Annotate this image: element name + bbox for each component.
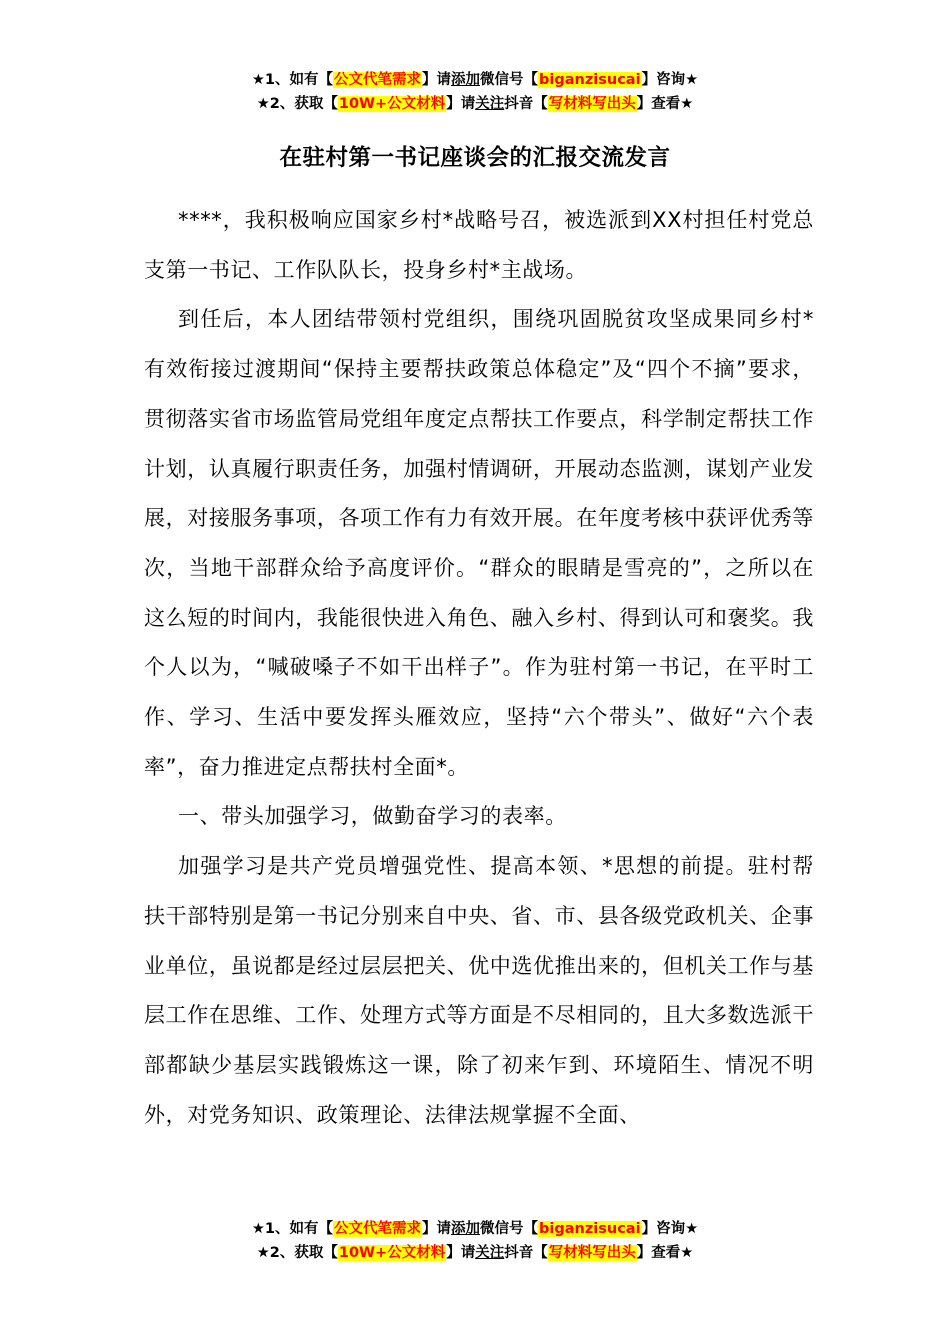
paragraph: ****，我积极响应国家乡村*战略号召，被选派到XX村担任村党总支第一书记、工作队队长，投身乡村*主战场。 [144,208,814,282]
paragraph: 加强学习是共产党员增强党性、提高本领、*思想的前提。驻村帮扶干部特别是第一书记分别来自中央、省、市、县各级党政机关、企事业单位，虽说都是经过层层把关、优中选优推出来的，但机关工作与基层工作在思维、工作、处理方式等方面是不尽相同的，且大多数选派干部都缺少基层实践锻炼这一课，除了初来乍到、环境陌生、情况不明外，对党务知识、政策理论、法律法规掌握不全面、 [144,854,814,1127]
promo-line-1 [0,68,950,92]
promo-line-2-highlight-douyin: 写材料写出头 [548,96,636,112]
promo-line-1-highlight-wechat: biganzisucai [539,72,641,88]
promo-line-1-underlined: 添加 [451,1221,481,1237]
section-heading: 一、带头加强学习，做勤奋学习的表率。 [178,804,567,829]
promo-line-1 [0,1217,950,1241]
promo-line-1-highlight-service: 公文代笔需求 [334,72,422,88]
promo-line-1-suffix: 】咨询★ [641,72,699,88]
promo-line-1-suffix: 】咨询★ [641,1221,699,1237]
promo-line-2 [0,92,950,116]
promo-line-1-middle: 】请 [422,1221,452,1237]
promo-line-2-underlined: 关注 [475,96,505,112]
promo-line-2-underlined: 关注 [475,1245,505,1261]
document-body [144,196,814,1140]
footer-promo-banner [0,1217,950,1265]
promo-line-2-highlight-materials: 10W+公文材料 [338,96,446,112]
promo-line-1-middle-2: 微信号【 [480,72,539,88]
promo-line-2-prefix: ★2、获取【 [256,1245,338,1261]
promo-line-2 [0,1241,950,1265]
document-title: 在驻村第一书记座谈会的汇报交流发言 [279,145,671,171]
promo-line-2-highlight-materials: 10W+公文材料 [338,1245,446,1261]
promo-line-2-prefix: ★2、获取【 [256,96,338,112]
promo-line-2-highlight-douyin: 写材料写出头 [548,1245,636,1261]
promo-line-1-middle: 】请 [422,72,452,88]
promo-line-1-prefix: ★1、如有【 [251,72,334,88]
promo-line-2-suffix: 】查看★ [636,96,694,112]
promo-line-2-suffix: 】查看★ [636,1245,694,1261]
promo-line-1-highlight-service: 公文代笔需求 [334,1221,422,1237]
promo-line-1-middle-2: 微信号【 [480,1221,539,1237]
paragraph: 到任后，本人团结带领村党组织，围绕巩固脱贫攻坚成果同乡村*有效衔接过渡期间“保持主要帮扶政策总体稳定”及“四个不摘”要求，贯彻落实省市场监管局党组年度定点帮扶工作要点，科学制定帮扶工作计划，认真履行职责任务，加强村情调研，开展动态监测，谋划产业发展，对接服务事项，各项工作有力有效开展。在年度考核中获评优秀等次，当地干部群众给予高度评价。“群众的眼睛是雪亮的”，之所以在这么短的时间内，我能很快进入角色、融入乡村、得到认可和褒奖。我个人以为，“喊破嗓子不如干出样子”。作为驻村第一书记，在平时工作、学习、生活中要发挥头雁效应，坚持“六个带头”、做好“六个表率”，奋力推进定点帮扶村全面*。 [144,307,814,779]
promo-line-1-prefix: ★1、如有【 [251,1221,334,1237]
promo-line-2-middle-2: 抖音【 [504,1245,548,1261]
header-promo-banner [0,68,950,116]
promo-line-1-underlined: 添加 [451,72,481,88]
promo-line-2-middle-2: 抖音【 [504,96,548,112]
promo-line-2-middle: 】请 [446,1245,476,1261]
promo-line-1-highlight-wechat: biganzisucai [539,1221,641,1237]
promo-line-2-middle: 】请 [446,96,476,112]
